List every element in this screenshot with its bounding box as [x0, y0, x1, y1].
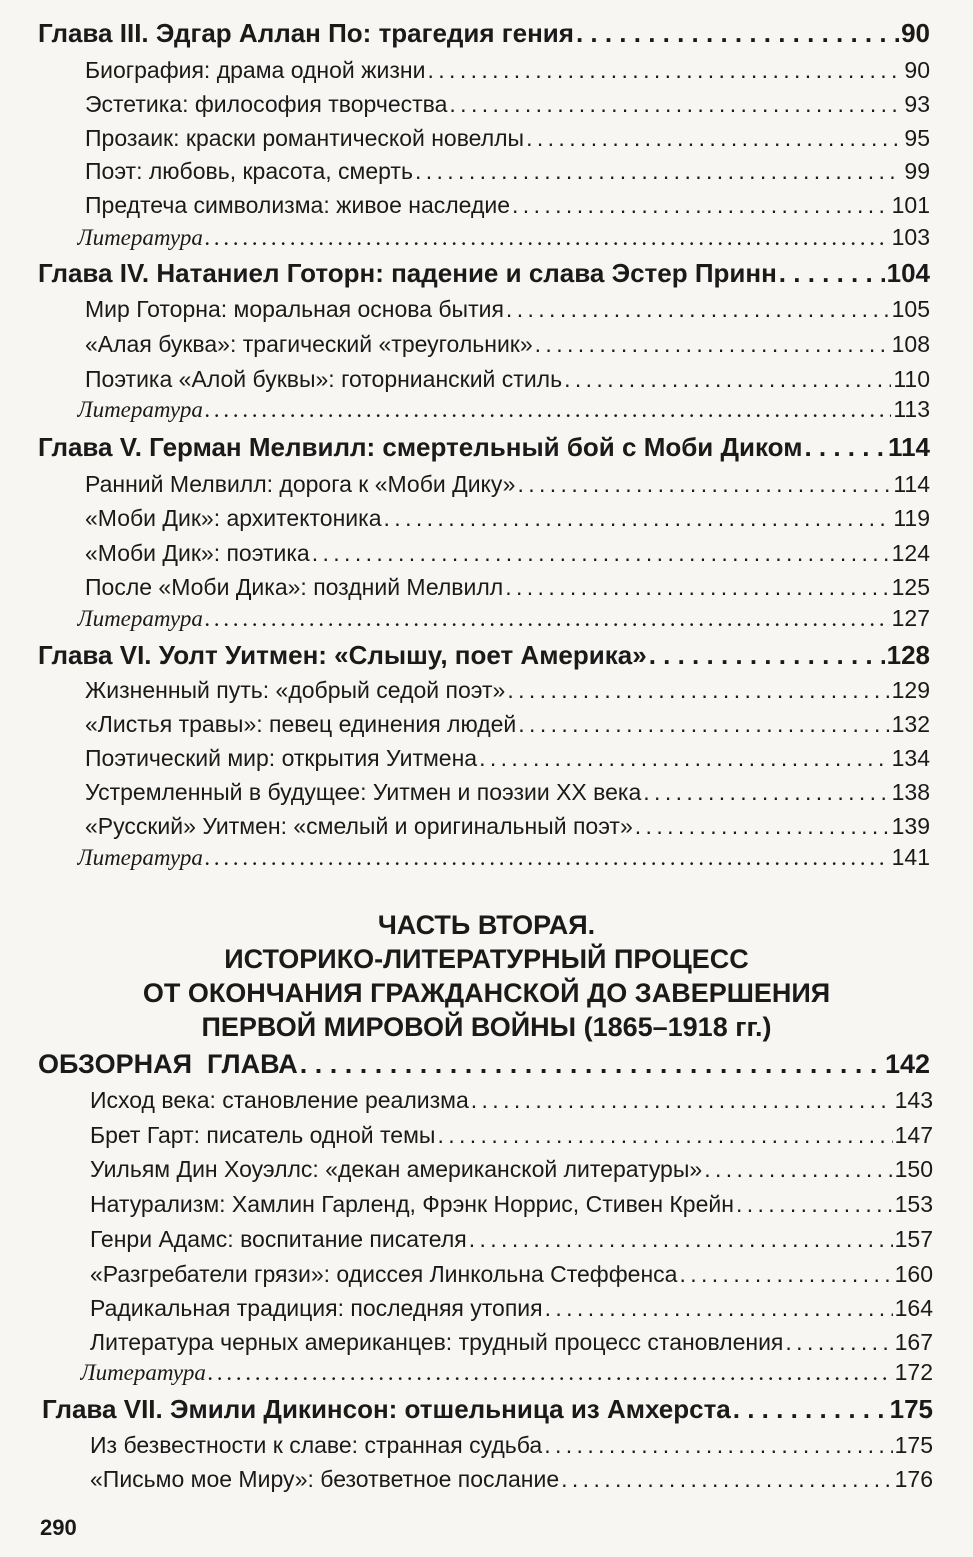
toc-entry-page: 103	[891, 224, 930, 250]
toc-entry-title: Радикальная традиция: последняя утопия	[90, 1295, 543, 1321]
toc-entry-title: Ранний Мелвилл: дорога к «Моби Дику»	[85, 471, 516, 497]
leader-dots	[312, 540, 890, 567]
toc-entry-section	[85, 677, 930, 704]
toc-entry-title: Уильям Дин Хоуэллс: «декан американской литературы»	[90, 1156, 703, 1182]
toc-entry-title: Поэтика «Алой буквы»: готорнианский стиль	[85, 366, 563, 392]
toc-entry-page: 119	[893, 505, 930, 531]
part-two-heading	[0, 908, 973, 1044]
toc-entry-overview-chapter	[38, 1049, 930, 1080]
leader-dots	[635, 813, 890, 840]
toc-entry-title: Литература	[77, 845, 203, 870]
leader-dots	[469, 1226, 893, 1253]
toc-entry-literature	[77, 605, 930, 632]
toc-entry-section	[90, 1226, 933, 1253]
toc-entry-title: «Алая буква»: трагический «треугольник»	[85, 331, 533, 357]
toc-entry-section	[90, 1261, 933, 1288]
toc-entry-title: Литература	[77, 225, 203, 250]
toc-entry-page: 114	[888, 432, 930, 462]
toc-entry-page: 90	[901, 18, 930, 48]
leader-dots	[505, 574, 889, 601]
part-heading-line: ЧАСТЬ ВТОРАЯ.	[377, 910, 596, 940]
leader-dots	[733, 1394, 888, 1425]
toc-entry-literature	[77, 224, 930, 251]
toc-entry-title: «Моби Дик»: архитектоника	[85, 505, 382, 531]
toc-entry-section	[90, 1087, 933, 1114]
toc-entry-title: Прозаик: краски романтической новеллы	[85, 125, 525, 151]
toc-entry-literature	[77, 396, 930, 423]
toc-entry-page: 139	[891, 813, 930, 839]
leader-dots	[205, 845, 890, 871]
toc-entry-title: «Русский» Уитмен: «смелый и оригинальный поэт»	[85, 813, 633, 839]
leader-dots	[205, 397, 891, 423]
leader-dots	[205, 606, 890, 632]
toc-entry-section	[85, 779, 930, 806]
toc-entry-title: Литература	[77, 397, 203, 422]
toc-entry-section	[85, 158, 930, 185]
toc-entry-title: «Письмо мое Миру»: безответное послание	[90, 1466, 560, 1492]
toc-entry-section	[85, 366, 930, 393]
leader-dots	[535, 331, 890, 358]
leader-dots	[679, 1261, 892, 1288]
toc-entry-title: Литература	[80, 1360, 206, 1385]
leader-dots	[544, 1432, 892, 1459]
toc-entry-page: 93	[904, 91, 930, 117]
toc-entry-title: «Листья травы»: певец единения людей	[85, 711, 517, 737]
toc-entry-section	[90, 1295, 933, 1322]
leader-dots	[449, 91, 902, 118]
toc-entry-literature	[80, 1359, 933, 1386]
part-heading-line: ИСТОРИКО-ЛИТЕРАТУРНЫЙ ПРОЦЕСС	[224, 944, 749, 974]
toc-entry-section	[85, 125, 930, 152]
toc-entry-page: 141	[891, 844, 930, 870]
part-heading-line: ПЕРВОЙ МИРОВОЙ ВОЙНЫ (1865–1918 гг.)	[201, 1012, 772, 1042]
leader-dots	[479, 745, 890, 772]
toc-entry-page: 114	[893, 471, 930, 497]
toc-entry-section	[90, 1432, 933, 1459]
toc-entry-title: Натурализм: Хамлин Гарленд, Фрэнк Норрис, Стивен Крейн	[90, 1191, 734, 1217]
toc-entry-page: 90	[904, 57, 930, 83]
toc-entry-title: Глава VII. Эмили Дикинсон: отшельница из Амхерста	[42, 1394, 731, 1424]
toc-entry-page: 110	[893, 366, 930, 392]
leader-dots	[415, 158, 902, 185]
leader-dots	[785, 1329, 892, 1356]
toc-entry-chapter-7	[42, 1394, 933, 1425]
leader-dots	[437, 1122, 892, 1149]
toc-entry-page: 147	[894, 1122, 933, 1148]
toc-entry-section	[85, 540, 930, 567]
part-heading-line: ОТ ОКОНЧАНИЯ ГРАЖДАНСКОЙ ДО ЗАВЕРШЕНИЯ	[142, 978, 831, 1008]
toc-entry-title: Генри Адамс: воспитание писателя	[90, 1226, 467, 1252]
leader-dots	[649, 640, 885, 671]
toc-entry-title: Из безвестности к славе: странная судьба	[90, 1432, 543, 1458]
leader-dots	[205, 225, 890, 251]
leader-dots	[427, 57, 902, 84]
toc-entry-page: 99	[904, 158, 930, 184]
leader-dots	[779, 258, 885, 289]
toc-entry-page: 164	[894, 1295, 933, 1321]
leader-dots	[518, 711, 889, 738]
toc-entry-section	[85, 745, 930, 772]
toc-entry-page: 143	[894, 1087, 933, 1113]
toc-entry-title: Глава III. Эдгар Аллан По: трагедия гения	[38, 18, 574, 48]
toc-entry-page: 142	[884, 1049, 930, 1079]
toc-entry-section	[85, 711, 930, 738]
toc-entry-title: После «Моби Дика»: поздний Мелвилл	[85, 574, 504, 600]
toc-entry-title: Мир Готорна: моральная основа бытия	[85, 296, 504, 322]
toc-entry-title: Эстетика: философия творчества	[85, 91, 448, 117]
toc-entry-page: 105	[891, 296, 930, 322]
toc-entry-page: 167	[894, 1329, 933, 1355]
toc-entry-section	[90, 1191, 933, 1218]
toc-entry-section	[85, 331, 930, 358]
toc-entry-title: Устремленный в будущее: Уитмен и поэзии XX века	[85, 779, 642, 805]
toc-entry-title: Глава VI. Уолт Уитмен: «Слышу, поет Америка»	[38, 640, 647, 670]
toc-entry-section	[85, 57, 930, 84]
toc-entry-page: 175	[889, 1394, 933, 1424]
toc-entry-page: 125	[891, 574, 930, 600]
leader-dots	[736, 1191, 893, 1218]
toc-entry-page: 157	[894, 1226, 933, 1252]
toc-entry-page: 132	[891, 711, 930, 737]
toc-entry-title: Литература	[77, 606, 203, 631]
leader-dots	[643, 779, 889, 806]
leader-dots	[208, 1360, 893, 1386]
toc-entry-page: 138	[891, 779, 930, 805]
toc-entry-page: 108	[891, 331, 930, 357]
toc-entry-section	[85, 471, 930, 498]
leader-dots	[564, 366, 891, 393]
leader-dots	[384, 505, 892, 532]
toc-entry-page: 101	[891, 192, 930, 218]
toc-entry-title: Жизненный путь: «добрый седой поэт»	[85, 677, 506, 703]
toc-entry-title: «Разгребатели грязи»: одиссея Линкольна Стеффенса	[90, 1261, 678, 1287]
toc-entry-page: 124	[891, 540, 930, 566]
leader-dots	[804, 432, 886, 463]
toc-entry-title: Исход века: становление реализма	[90, 1087, 469, 1113]
leader-dots	[517, 471, 891, 498]
toc-entry-page: 113	[893, 396, 930, 422]
toc-entry-chapter-5	[38, 432, 930, 463]
leader-dots	[526, 125, 902, 152]
toc-entry-page: 134	[891, 745, 930, 771]
toc-entry-section	[90, 1122, 933, 1149]
toc-entry-section	[85, 574, 930, 601]
toc-entry-title: Предтеча символизма: живое наследие	[85, 192, 511, 218]
toc-entry-section	[85, 91, 930, 118]
toc-entry-page: 172	[894, 1359, 933, 1385]
toc-entry-page: 129	[891, 677, 930, 703]
leader-dots	[545, 1295, 893, 1322]
page-number: 290	[40, 1515, 77, 1540]
toc-entry-section	[85, 296, 930, 323]
leader-dots	[300, 1049, 883, 1080]
leader-dots	[512, 192, 890, 219]
leader-dots	[576, 18, 899, 49]
toc-entry-page: 153	[894, 1191, 933, 1217]
leader-dots	[561, 1466, 893, 1493]
toc-entry-title: Биография: драма одной жизни	[85, 57, 426, 83]
toc-entry-title: Глава IV. Натаниел Готорн: падение и слава Эстер Принн	[38, 258, 777, 288]
toc-entry-title: Брет Гарт: писатель одной темы	[90, 1122, 436, 1148]
toc-entry-page: 127	[891, 605, 930, 631]
toc-entry-section	[90, 1156, 933, 1183]
leader-dots	[506, 296, 890, 323]
toc-entry-chapter-6	[38, 640, 930, 671]
toc-entry-section	[85, 505, 930, 532]
toc-entry-title: Поэтический мир: открытия Уитмена	[85, 745, 478, 771]
toc-entry-page: 128	[886, 640, 930, 670]
toc-entry-page: 104	[886, 258, 930, 288]
toc-entry-title: ОБЗОРНАЯ ГЛАВА	[38, 1049, 298, 1079]
toc-entry-page: 150	[894, 1156, 933, 1182]
leader-dots	[471, 1087, 893, 1114]
toc-entry-title: Поэт: любовь, красота, смерть	[85, 158, 413, 184]
toc-entry-chapter-4	[38, 258, 930, 289]
toc-entry-chapter-3	[38, 18, 930, 49]
toc-entry-title: «Моби Дик»: поэтика	[85, 540, 310, 566]
toc-entry-page: 175	[894, 1432, 933, 1458]
leader-dots	[507, 677, 889, 704]
toc-entry-section	[90, 1329, 933, 1356]
toc-entry-section	[85, 813, 930, 840]
toc-entry-page: 176	[894, 1466, 933, 1492]
toc-entry-page: 160	[894, 1261, 933, 1287]
toc-entry-section	[85, 192, 930, 219]
toc-entry-title: Глава V. Герман Мелвилл: смертельный бой с Моби Диком	[38, 432, 803, 462]
leader-dots	[704, 1156, 892, 1183]
toc-entry-section	[90, 1466, 933, 1493]
toc-entry-literature	[77, 844, 930, 871]
toc-entry-page: 95	[904, 125, 930, 151]
toc-entry-title: Литература черных американцев: трудный процесс становления	[90, 1329, 784, 1355]
